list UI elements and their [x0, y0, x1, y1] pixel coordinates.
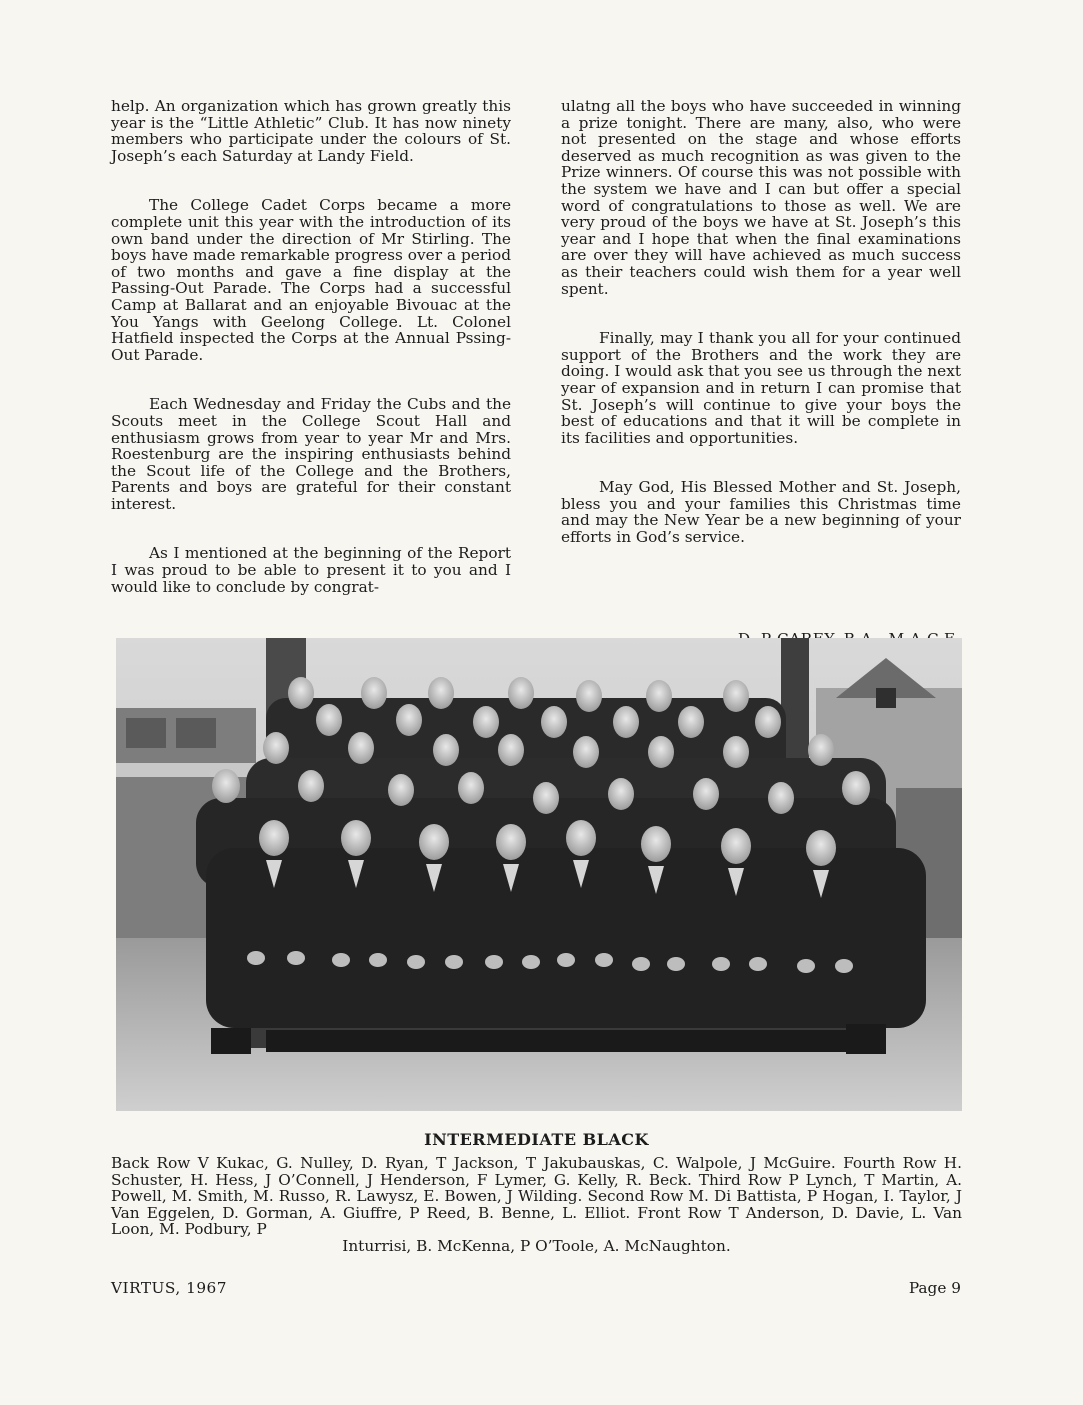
photo-caption-names: Back Row V Kukac, G. Nulley, D. Ryan, T Jackson, T Jakubauskas, C. Walpole, J McGuire. Fourth Row H. Schuster, H. Hess, J O’Connell, J Henderson, F Lymer, G. Kelly, R. Beck. Third Row P Lynch, T Martin, A. Powell, M. Smith, M. Russo, R. Lawysz, E. Bowen, J Wilding. Second Row M. Di Battista, P Hogan, I. Taylor, J Van Eggelen, D. Gorman, A. Giuffre, P Reed, B. Benne, L. Elliot. Front Row T Anderson, D. Davie, L. Van Loon, M. Podbury, P	[111, 1154, 962, 1239]
left-column	[111, 98, 511, 595]
photo-caption-title: INTERMEDIATE BLACK	[424, 1130, 649, 1149]
photo-caption-last-line: Inturrisi, B. McKenna, P O’Toole, A. McNaughton.	[342, 1236, 731, 1255]
paragraph-prize-winners: ulatng all the boys who have succeeded in winning a prize tonight. There are many, also, who were not presented on the stage and whose efforts deserved as much recognition as was given to the Prize winners. Of course this was not possible with the system we have and I can but offer a special word of congratulations to those as well. We are very proud of the boys we have at St. Joseph’s this year and I hope that when the final examinations are over they will have achieved as much success as their teachers could wish them for a year well spent.	[561, 97, 961, 298]
class-group-photo	[116, 638, 962, 1111]
footer-publication: VIRTUS, 1967	[111, 1279, 228, 1297]
paragraph-thanks: Finally, may I thank you all for your continued support of the Brothers and the work they are doing. I would ask that you see us through the next year of expansion and in return I can promise that St. Joseph’s will continue to give your boys the best of educations and that it will be complete in its facilities and opportunities.	[561, 329, 961, 447]
paragraph-cadet-corps: The College Cadet Corps became a more complete unit this year with the introduction of its own band under the direction of Mr Stirling. The boys have made remarkable progress over a period of two months and gave a fine display at the Passing-Out Parade. The Corps had a successful Camp at Ballarat and an enjoyable Bivouac at the You Yangs with Geelong College. Lt. Colonel Hatfield inspected the Corps at the Annual Pssing-Out Parade.	[111, 196, 511, 364]
paragraph-conclusion-start: As I mentioned at the beginning of the Report I was proud to be able to present it to you and I would like to conclude by congrat-	[111, 544, 511, 596]
photo-caption	[111, 1155, 962, 1255]
paragraph-scouts: Each Wednesday and Friday the Cubs and the Scouts meet in the College Scout Hall and enthusiasm grows from year to year Mr and Mrs. Roestenburg are the inspiring enthusiasts behind the Scout life of the College and the Brothers, Parents and boys are grateful for their constant interest.	[111, 395, 511, 513]
footer-page-number: Page 9	[908, 1279, 961, 1297]
group-photo-illustration	[116, 638, 962, 1111]
paragraph-blessing: May God, His Blessed Mother and St. Joseph, bless you and your families this Christmas time and may the New Year be a new beginning of your efforts in God’s service.	[561, 478, 961, 547]
paragraph-little-athletic: help. An organization which has grown greatly this year is the “Little Athletic” Club. It has now ninety members who participate under the colours of St. Joseph’s each Saturday at Landy Field.	[111, 97, 511, 165]
right-column	[561, 98, 961, 546]
